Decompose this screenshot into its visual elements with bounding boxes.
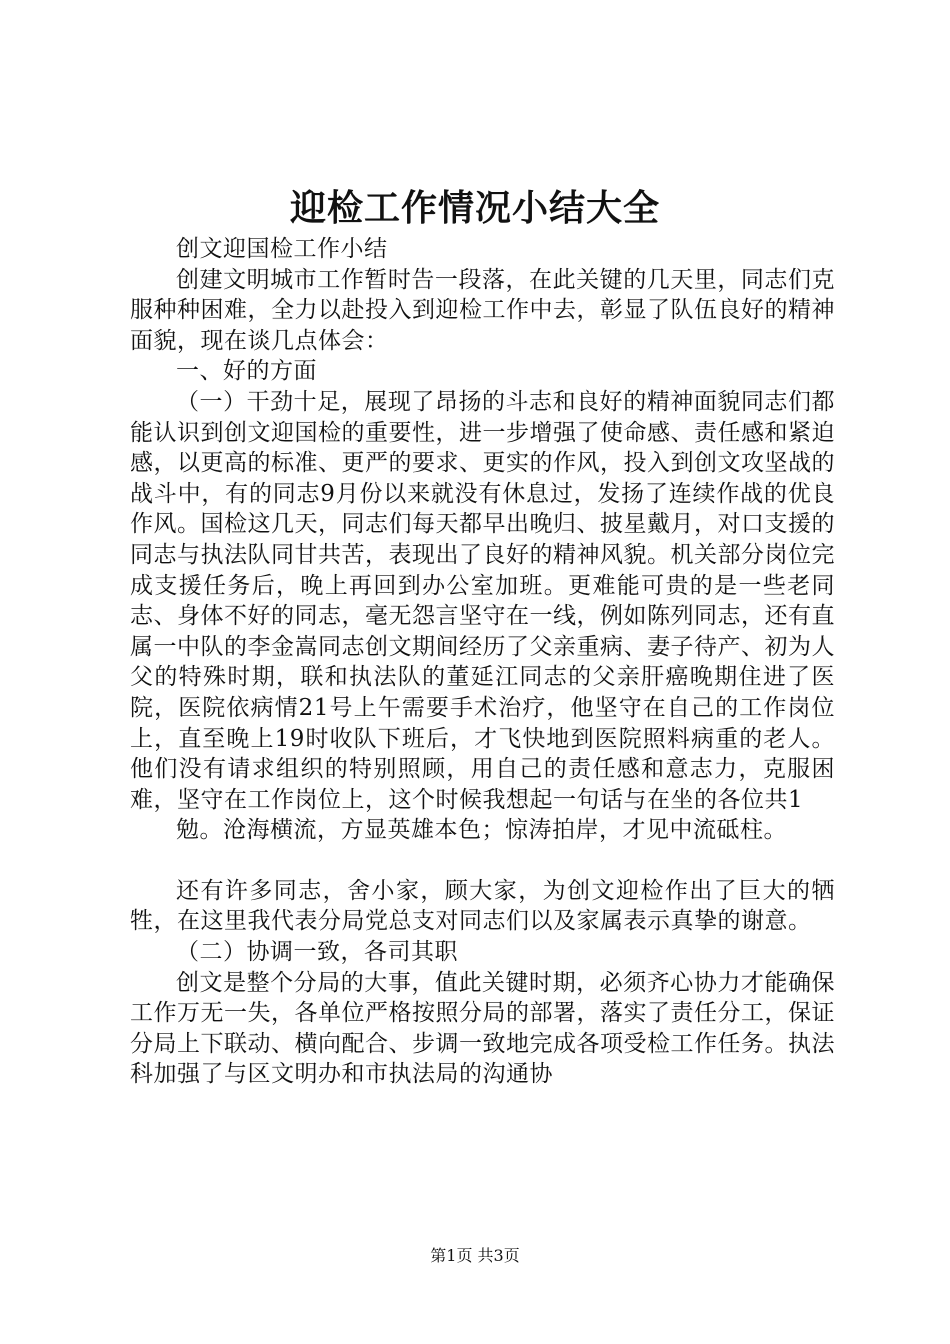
section-heading-good-aspects: 一、好的方面 <box>176 358 317 385</box>
paragraph-quote: 勉。沧海横流，方显英雄本色；惊涛拍岸，才见中流砥柱。 <box>176 817 787 844</box>
paragraph-intro: 创建文明城市工作暂时告一段落，在此关键的几天里，同志们克服种种困难，全力以赴投入到迎检工作中去，彰显了队伍良好的精神面貌，现在谈几点体会： <box>130 266 835 354</box>
page-title: 迎检工作情况小结大全 <box>289 187 660 229</box>
document-body <box>130 234 835 1090</box>
paragraph-section-1: （一）干劲十足，展现了昂扬的斗志和良好的精神面貌同志们都能认识到创文迎国检的重要性，进一步增强了使命感、责任感和紧迫感，以更高的标准、更严的要求、更实的作风，投入到创文攻坚战的战斗中，有的同志9月份以来就没有休息过，发扬了连续作战的优良作风。国检这几天，同志们每天都早出晚归、披星戴月，对口支援的同志与执法队同甘共苦，表现出了良好的精神风貌。机关部分岗位完成支援任务后，晚上再回到办公室加班。更难能可贵的是一些老同志、身体不好的同志，毫无怨言坚守在一线，例如陈列同志，还有直属一中队的李金嵩同志创文期间经历了父亲重病、妻子待产、初为人父的特殊时期，联和执法队的董延江同志的父亲肝癌晚期住进了医院，医院依病情21号上午需要手术治疗，他坚守在自己的工作岗位上，直至晚上19时收队下班后，才飞快地到医院照料病重的老人。他们没有请求组织的特别照顾，用自己的责任感和意志力，克服困难，坚守在工作岗位上，这个时候我想起一句话与在坐的各位共1 <box>130 388 835 813</box>
paragraph-thanks: 还有许多同志，舍小家，顾大家，为创文迎检作出了巨大的牺牲，在这里我代表分局党总支对同志们以及家属表示真挚的谢意。 <box>130 877 835 935</box>
paragraph-section-2: 创文是整个分局的大事，值此关键时期，必须齐心协力才能确保工作万无一失，各单位严格按照分局的部署，落实了责任分工，保证分局上下联动、横向配合、步调一致地完成各项受检工作任务。执法科加强了与区文明办和市执法局的沟通协 <box>130 969 835 1088</box>
paragraph-subtitle: 创文迎国检工作小结 <box>176 236 388 262</box>
section-heading-coordination: （二）协调一致，各司其职 <box>176 939 458 966</box>
page-footer: 第1页 共3页 <box>430 1246 520 1265</box>
